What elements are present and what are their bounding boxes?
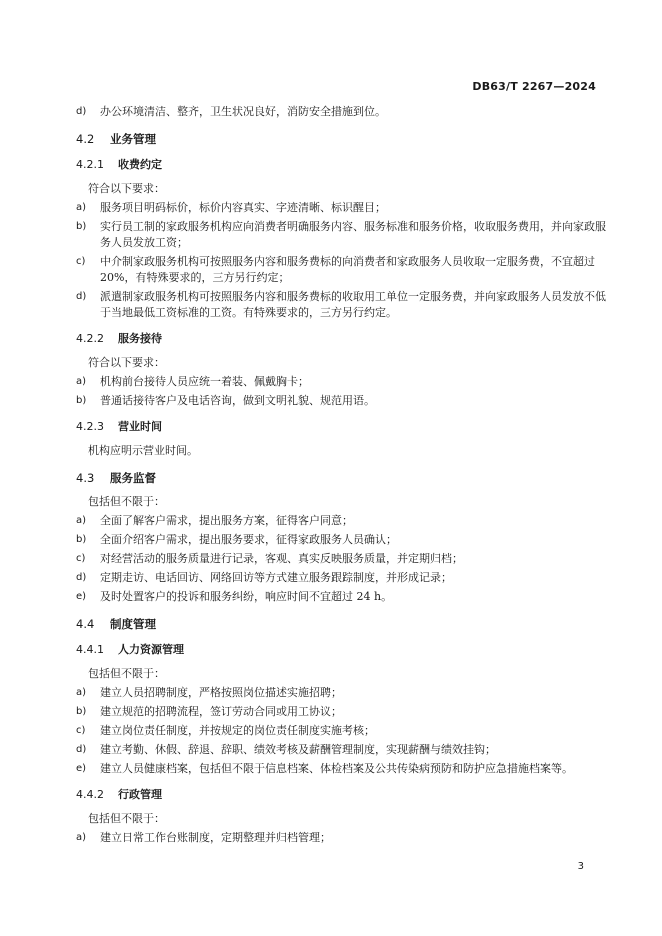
document-code: DB63/T 2267—2024 [472,80,596,93]
list-text: 建立日常工作台账制度，定期整理并归档管理； [100,831,331,844]
list-item [76,761,606,777]
list-item [76,551,606,567]
list-item [76,254,606,286]
section-number: 4.2 [76,132,95,146]
list-item [76,104,606,120]
list-text: 全面了解客户需求，提出服务方案，征得客户同意； [100,514,353,527]
list-item [76,393,606,409]
section-number: 4.2.1 [76,158,104,171]
list-text: 建立人员健康档案，包括但不限于信息档案、体检档案及公共传染病预防和防护应急措施档案等。 [100,762,573,775]
section-number: 4.3 [76,471,95,485]
list-item [76,219,606,251]
list-item [76,513,606,529]
list-text: 机构前台接待人员应统一着装、佩戴胸卡； [100,375,309,388]
section-number: 4.4.2 [76,788,104,801]
list-item [76,830,606,846]
list-text: 实行员工制的家政服务机构应向消费者明确服务内容、服务标准和服务价格，收取服务费用，并向家政服务人员发放工资； [100,220,606,249]
body-text: 机构应明示营业时间。 [88,444,198,457]
list-text: 建立规范的招聘流程，签订劳动合同或用工协议； [100,705,342,718]
list-label: e) [76,591,87,602]
page-body [76,104,606,849]
list-text: 办公环境清洁、整齐，卫生状况良好，消防安全措施到位。 [100,105,386,118]
section-number: 4.2.2 [76,332,104,345]
section-heading-4-2-1 [76,157,606,173]
list-item [76,374,606,390]
list-text: 派遣制家政服务机构可按照服务内容和服务费标的收取用工单位一定服务费，并向家政服务人员发放不低于当地最低工资标准的工资。有特殊要求的，三方另行约定。 [100,290,606,319]
section-heading-4-2-2 [76,331,606,347]
section-title: 服务监督 [110,471,156,485]
section-heading-4-4 [76,616,606,632]
list-item [76,570,606,586]
list-label: c) [76,256,86,267]
intro-text: 包括但不限于： [88,667,165,680]
list-text: 全面介绍客户需求，提出服务要求，征得家政服务人员确认； [100,533,397,546]
list-text: 服务项目明码标价，标价内容真实、字迹清晰、标识醒目； [100,201,386,214]
list-label: d) [76,106,87,117]
list-text: 普通话接待客户及电话咨询，做到文明礼貌、规范用语。 [100,394,375,407]
list-label: a) [76,515,87,526]
list-label: d) [76,744,87,755]
section-number: 4.2.3 [76,420,104,433]
intro-text: 符合以下要求： [88,356,165,369]
section-title: 行政管理 [118,788,162,801]
list-text: 建立岗位责任制度，并按规定的岗位责任制度实施考核； [100,724,375,737]
section-title: 营业时间 [118,420,162,433]
section-number: 4.4.1 [76,643,104,656]
list-label: e) [76,763,87,774]
section-heading-4-2-3 [76,419,606,435]
list-label: b) [76,534,87,545]
list-item [76,200,606,216]
section-title: 服务接待 [118,332,162,345]
list-text: 建立人员招聘制度，严格按照岗位描述实施招聘； [100,686,342,699]
list-label: c) [76,725,86,736]
list-text: 对经营活动的服务质量进行记录，客观、真实反映服务质量，并定期归档； [100,552,463,565]
list-item [76,289,606,321]
list-label: d) [76,572,87,583]
section-title: 人力资源管理 [118,643,184,656]
list-item [76,532,606,548]
section-title: 收费约定 [118,158,162,171]
section-heading-4-4-1 [76,642,606,658]
list-item [76,704,606,720]
section-heading-4-2 [76,131,606,147]
list-item [76,685,606,701]
intro-text: 包括但不限于： [88,495,165,508]
list-label: a) [76,376,87,387]
list-label: b) [76,395,87,406]
list-text: 中介制家政服务机构可按照服务内容和服务费标的向消费者和家政服务人员收取一定服务费，不宜超过 20%，有特殊要求的，三方另行约定； [100,255,595,284]
page-number: 3 [577,861,584,872]
list-item [76,742,606,758]
intro-text: 符合以下要求： [88,182,165,195]
list-label: a) [76,832,87,843]
list-text: 建立考勤、休假、辞退、辞职、绩效考核及薪酬管理制度，实现薪酬与绩效挂钩； [100,743,496,756]
list-label: b) [76,706,87,717]
section-title: 制度管理 [110,617,156,631]
section-heading-4-4-2 [76,787,606,803]
list-item [76,723,606,739]
list-text: 定期走访、电话回访、网络回访等方式建立服务跟踪制度，并形成记录； [100,571,452,584]
list-item [76,589,606,605]
list-label: d) [76,291,87,302]
list-label: b) [76,221,87,232]
section-number: 4.4 [76,617,95,631]
list-label: a) [76,687,87,698]
section-title: 业务管理 [110,132,156,146]
list-label: a) [76,202,87,213]
list-text: 及时处置客户的投诉和服务纠纷，响应时间不宜超过 24 h。 [100,590,393,603]
intro-text: 包括但不限于： [88,812,165,825]
section-heading-4-3 [76,470,606,486]
list-label: c) [76,553,86,564]
